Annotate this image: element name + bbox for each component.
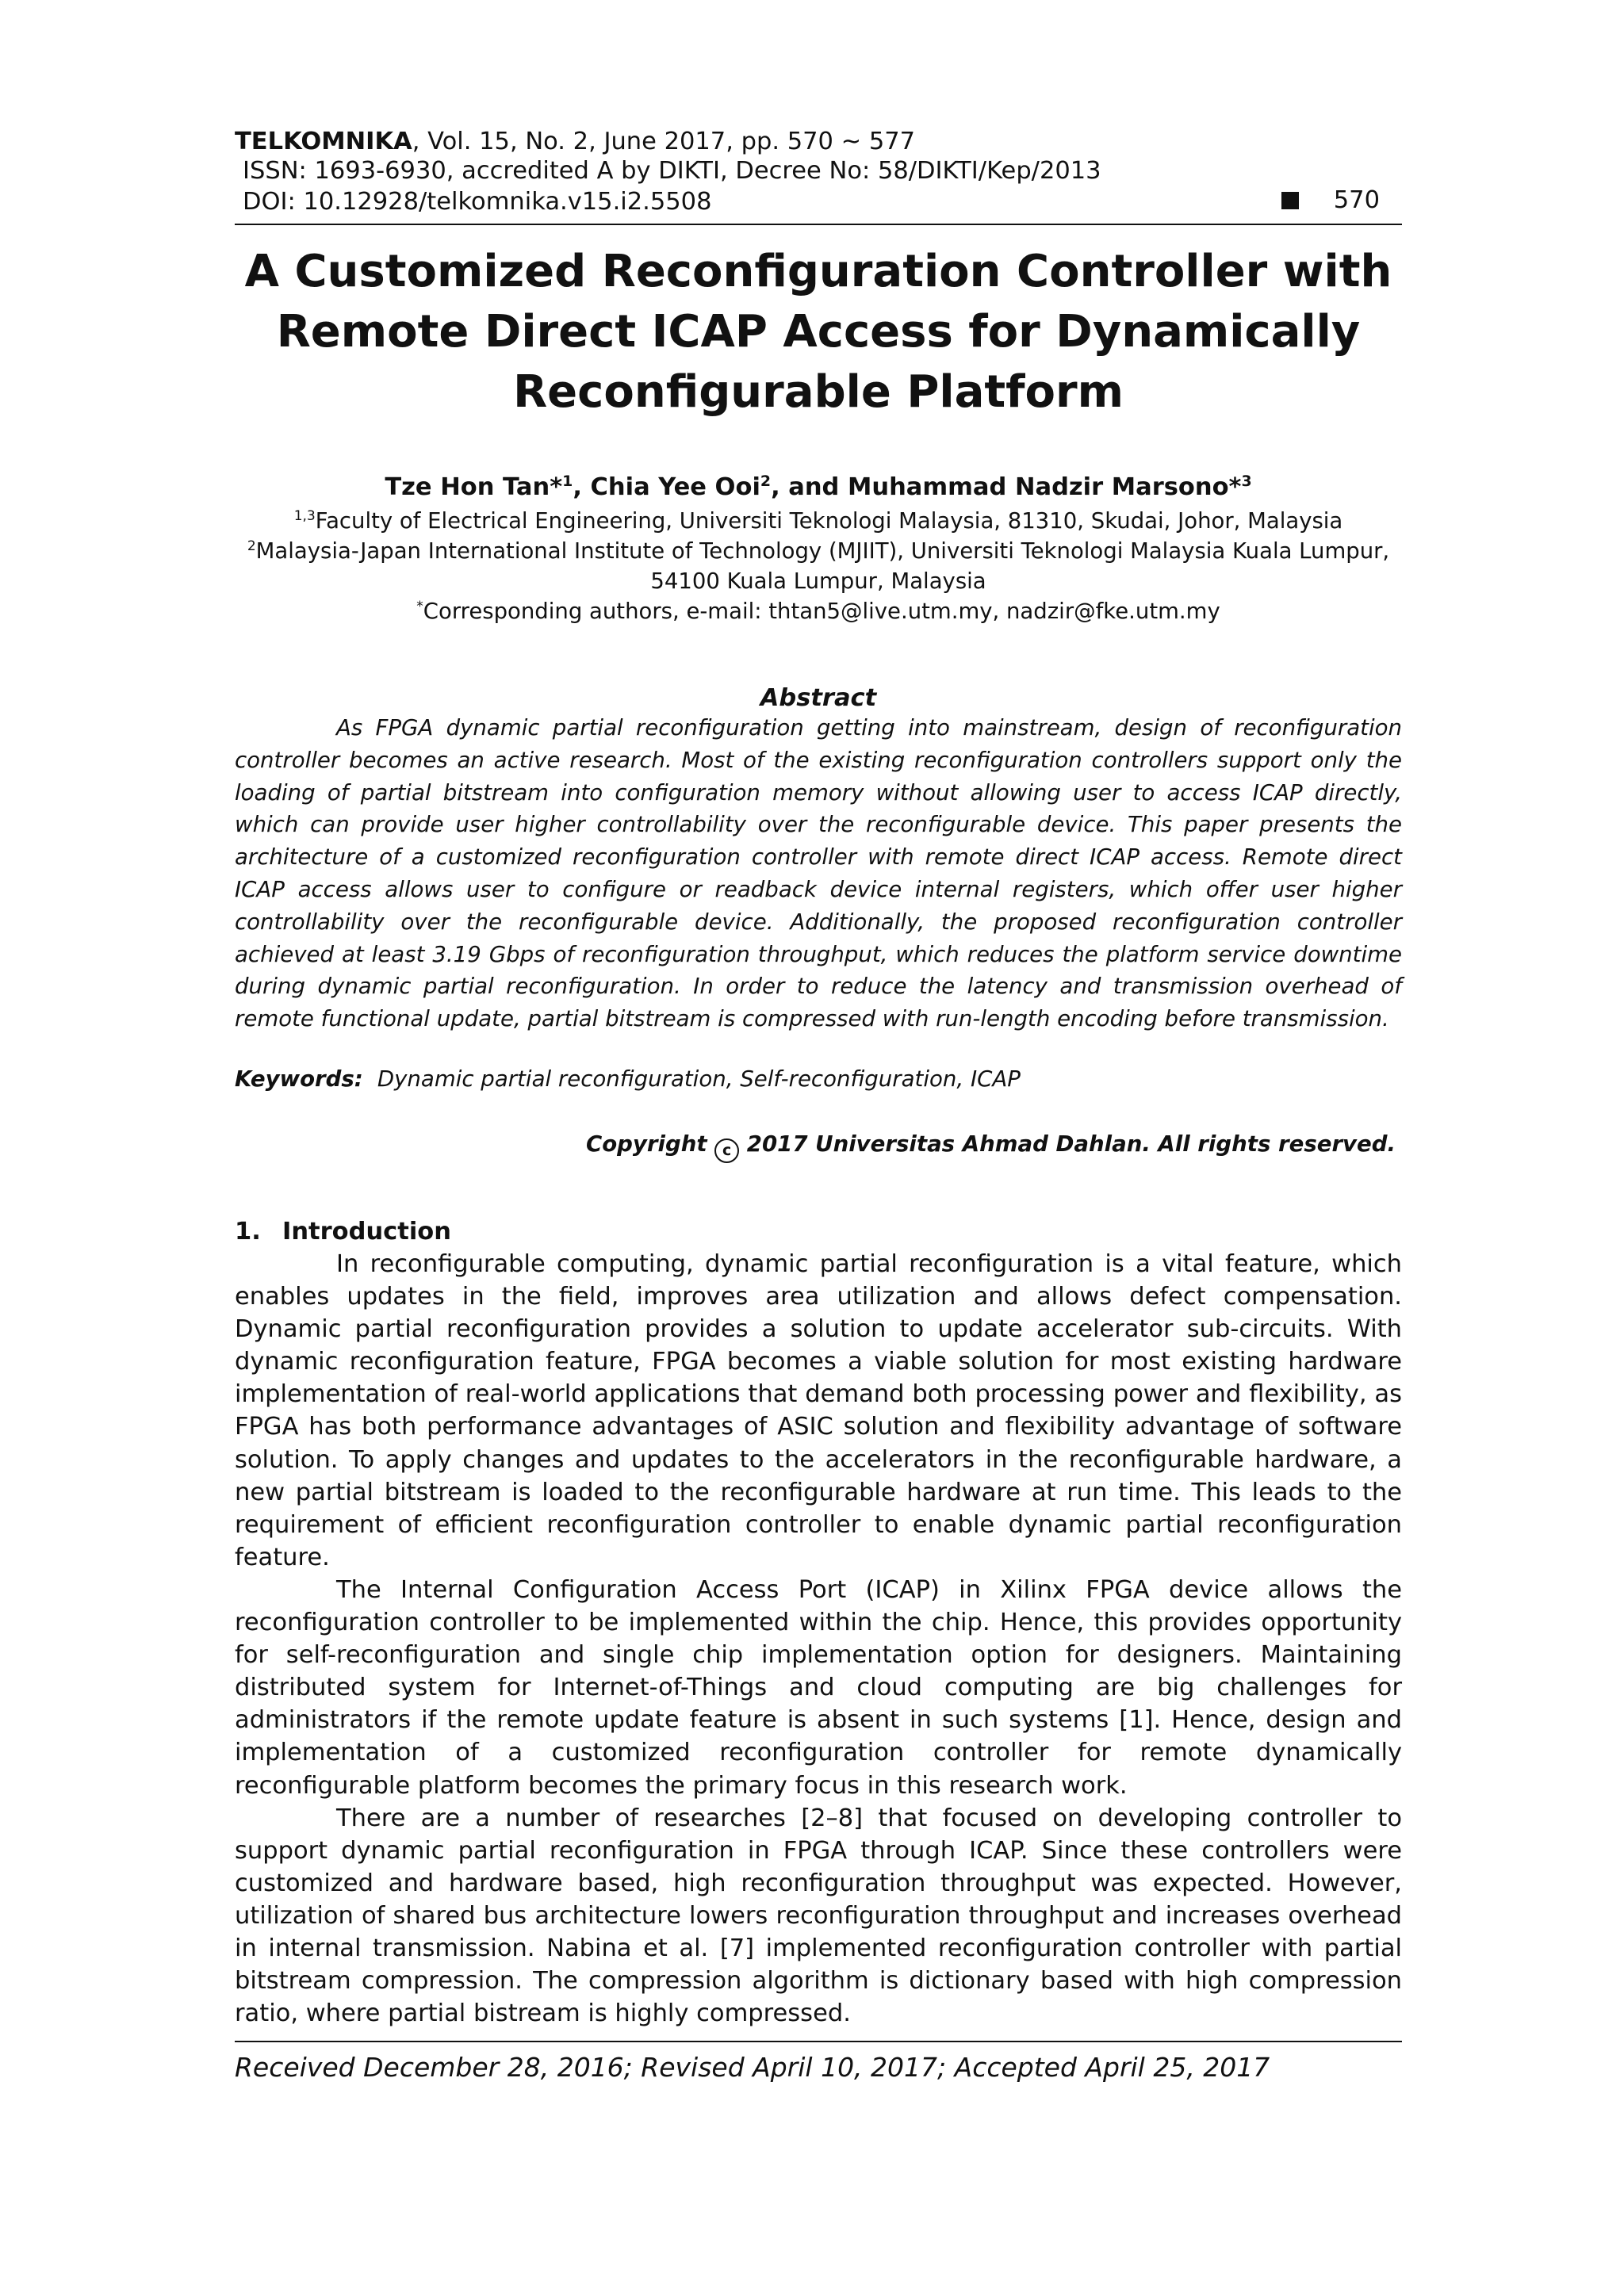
header-doi: DOI: 10.12928/telkomnika.v15.i2.5508 [243, 187, 712, 216]
abstract-body: As FPGA dynamic partial reconfiguration getting into mainstream, design of reconfiguration controller becomes an active research. Most of the existing reconfiguration controllers support only the loading of partial bitstream into configuration memory without allowing user to access ICAP directly, which can provide user higher controllability over the reconfigurable device. This paper presents the architecture of a customized reconfiguration controller with remote direct ICAP access. Remote direct ICAP access allows user to configure or readback device internal registers, which offer user higher controllability over the reconfigurable device. Additionally, the proposed reconfiguration controller achieved at least 3.19 Gbps of reconfiguration throughput, which reduces the platform service downtime during dynamic partial reconfiguration. In order to reduce the latency and transmission overhead of remote functional update, partial bitstream is compressed with run-length encoding before transmission. [235, 714, 1402, 1032]
author-sup: 1 [562, 472, 573, 490]
affiliation-text: Faculty of Electrical Engineering, Universiti Teknologi Malaysia, 81310, Skudai, Johor, Malaysia [315, 508, 1343, 534]
abstract-heading: Abstract [760, 684, 877, 712]
keywords-text: Dynamic partial reconfiguration, Self-reconfiguration, ICAP [377, 1066, 1021, 1092]
paragraph [235, 1574, 1402, 1802]
abstract-text [235, 712, 1402, 1035]
copyright-text: 2017 Universitas Ahmad Dahlan. All rights reserved. [746, 1131, 1396, 1157]
paragraph-text: The Internal Configuration Access Port (ICAP) in Xilinx FPGA device allows the reconfiguration controller to be implemented within the chip. Hence, this provides opportunity for self-reconfiguration and single chip implementation option for designers. Maintaining distributed system for Internet-of-Things and cloud computing are big challenges for administrators if the remote update feature is absent in such systems [1]. Hence, design and implementation of a customized reconfiguration controller for remote dynamically reconfigurable platform becomes the primary focus in this research work. [235, 1575, 1402, 1800]
paragraph [235, 1802, 1402, 2030]
affiliation-2-cont: 54100 Kuala Lumpur, Malaysia [650, 568, 986, 594]
copyright-prefix: Copyright [585, 1131, 707, 1157]
running-header [235, 127, 1402, 216]
keywords [235, 1064, 1402, 1094]
author-name: Muhammad Nadzir Marsono* [848, 473, 1242, 501]
author-separator: , and [771, 473, 848, 501]
paper-title [235, 242, 1402, 423]
affiliation-2 [235, 536, 1402, 566]
copyright-symbol-icon: c [714, 1138, 739, 1163]
author-separator: , [573, 473, 591, 501]
corresponding-text: Corresponding authors, e-mail: thtan5@live.utm.my, nadzir@fke.utm.my [423, 599, 1220, 624]
title-line: Remote Direct ICAP Access for Dynamically [276, 306, 1361, 358]
affiliations [235, 506, 1402, 626]
citation-text: , Vol. 15, No. 2, June 2017, pp. 570 ∼ 577 [412, 128, 916, 155]
affiliation-sup: 2 [247, 538, 256, 554]
author-name: Chia Yee Ooi [590, 473, 760, 501]
header-page [1281, 186, 1380, 215]
journal-name: TELKOMNIKA [235, 128, 412, 155]
affiliation-text: Malaysia-Japan International Institute of Technology (MJIIT), Universiti Teknologi Malaysia Kuala Lumpur, [255, 538, 1390, 564]
section-number: 1. [235, 1218, 261, 1246]
header-rule [235, 224, 1402, 225]
received-dates: Received December 28, 2016; Revised April 10, 2017; Accepted April 25, 2017 [235, 2052, 1270, 2083]
paragraph [235, 1248, 1402, 1574]
paragraph-text: In reconfigurable computing, dynamic partial reconfiguration is a vital feature, which enables updates in the field, improves area utilization and allows defect compensation. Dynamic partial reconfiguration provides a solution to update accelerator sub-circuits. With dynamic reconfiguration feature, FPGA becomes a viable solution for most existing hardware implementation of real-world applications that demand both processing power and flexibility, as FPGA has both performance advantages of ASIC solution and flexibility advantage of software solution. To apply changes and updates to the accelerators in the reconfigurable hardware, a new partial bitstream is loaded to the reconfigurable hardware at run time. This leads to the requirement of efficient reconfiguration controller to enable dynamic partial reconfiguration feature. [235, 1250, 1402, 1571]
header-issn: ISSN: 1693-6930, accredited A by DIKTI, Decree No: 58/DIKTI/Kep/2013 [243, 157, 1101, 185]
paragraph-text: There are a number of researches [2–8] that focused on developing controller to support dynamic partial reconfiguration in FPGA through ICAP. Since these controllers were customized and hardware based, high reconfiguration throughput was expected. However, utilization of shared bus architecture lowers reconfiguration throughput and increases overhead in internal transmission. Nabina et al. [7] implemented reconfiguration controller with partial bitstream compression. The compression algorithm is dictionary based with high compression ratio, where partial bistream is highly compressed. [235, 1804, 1402, 2028]
section-title: Introduction [282, 1218, 451, 1246]
affiliation-sup: 1,3 [293, 507, 316, 524]
affiliation-1 [235, 506, 1402, 536]
keywords-label: Keywords: [235, 1066, 363, 1092]
page-number: 570 [1333, 186, 1380, 214]
author-name: Tze Hon Tan* [385, 473, 563, 501]
square-bullet-icon [1281, 192, 1299, 209]
title-line: A Customized Reconfiguration Controller with [244, 246, 1392, 297]
section-heading [235, 1216, 451, 1248]
header-doi-row [235, 186, 1402, 216]
title-line: Reconfigurable Platform [513, 366, 1124, 418]
author-sup: 2 [760, 472, 772, 490]
corresponding-authors [235, 596, 1402, 626]
header-citation [235, 127, 1402, 156]
corresponding-sup: * [416, 598, 423, 614]
copyright-notice [235, 1129, 1396, 1163]
author-sup: 3 [1241, 472, 1252, 490]
author-list [235, 472, 1402, 503]
footer-rule [235, 2041, 1402, 2042]
introduction-body [235, 1248, 1402, 2030]
